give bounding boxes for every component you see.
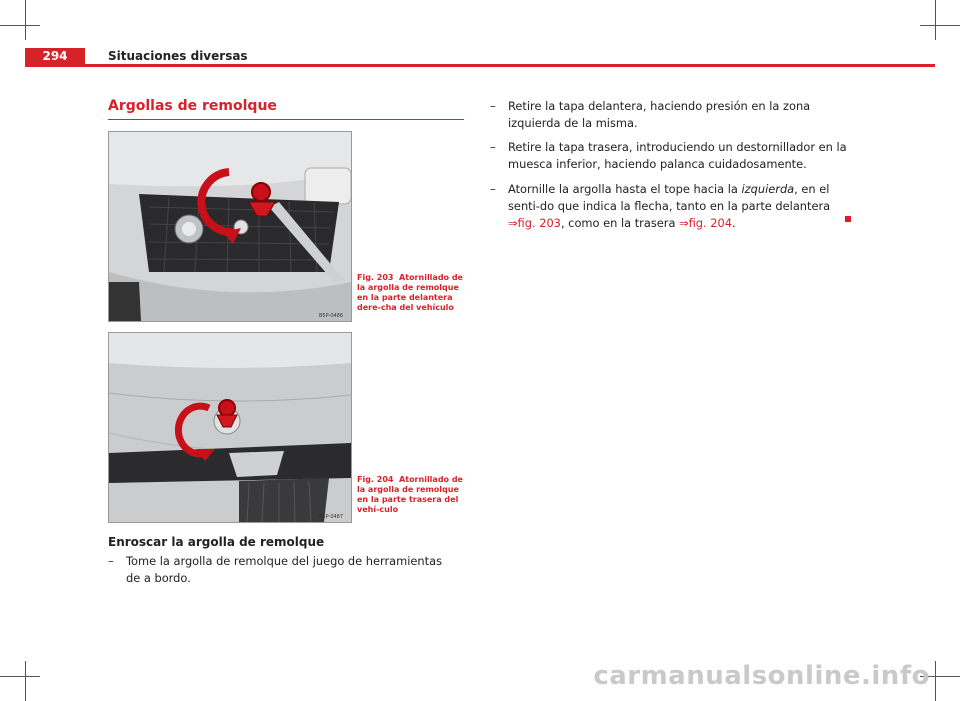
subheading: Enroscar la argolla de remolque <box>108 535 325 549</box>
list-item <box>490 98 850 132</box>
text-part: , en el senti-do que indica la flecha, tanto en la parte delantera <box>508 182 831 213</box>
crop-mark <box>25 661 26 701</box>
list-item <box>490 181 850 232</box>
caption-text: Atornillado de la argolla de remolque en la parte trasera del vehí-culo <box>357 475 463 514</box>
section-rule <box>108 119 464 120</box>
list-item <box>108 553 453 587</box>
crop-mark <box>920 25 960 26</box>
list-item <box>490 139 850 173</box>
section-end-mark <box>845 216 851 222</box>
dash: – <box>108 554 114 568</box>
header-title: Situaciones diversas <box>108 49 248 63</box>
caption-label: Fig. 204 <box>357 475 394 484</box>
header-rule <box>25 64 935 67</box>
text-part: Atornille la argolla hasta el tope hacia la <box>508 182 742 196</box>
list-item-text: Tome la argolla de remolque del juego de herramientas de a bordo. <box>126 554 443 585</box>
figure-203-caption <box>357 273 465 313</box>
crop-mark <box>25 0 26 40</box>
dash: – <box>490 140 496 154</box>
text-part: , como en la trasera <box>560 216 680 230</box>
page-number: 294 <box>25 48 85 64</box>
figure-203-link[interactable]: ⇒fig. 203 <box>508 216 561 230</box>
section-title: Argollas de remolque <box>108 98 277 114</box>
figure-code: B5P-0486 <box>319 313 344 319</box>
figure-203-image <box>108 131 352 322</box>
list-item-text <box>508 181 850 232</box>
caption-label: Fig. 203 <box>357 273 394 282</box>
list-item-text: Retire la tapa trasera, introduciendo un destornillador en la muesca inferior, haciendo palanca cuidadosamente. <box>508 140 847 171</box>
dash: – <box>490 182 496 196</box>
crop-mark <box>0 676 40 677</box>
crop-mark <box>0 25 40 26</box>
list-item-text: Retire la tapa delantera, haciendo presión en la zona izquierda de la misma. <box>508 99 811 130</box>
crop-mark <box>935 661 936 701</box>
emphasis-text: izquierda <box>741 182 795 196</box>
caption-text: Atornillado de la argolla de remolque en la parte delantera dere-cha del vehículo <box>357 273 463 312</box>
text-part: . <box>732 216 736 230</box>
figure-204-link[interactable]: ⇒fig. 204 <box>679 216 733 230</box>
figure-code: B5P-0487 <box>319 514 344 520</box>
watermark: carmanualsonline.info <box>593 661 930 691</box>
figure-204-caption <box>357 475 465 515</box>
figure-204-image <box>108 332 352 523</box>
dash: – <box>490 99 496 113</box>
crop-mark <box>935 0 936 40</box>
